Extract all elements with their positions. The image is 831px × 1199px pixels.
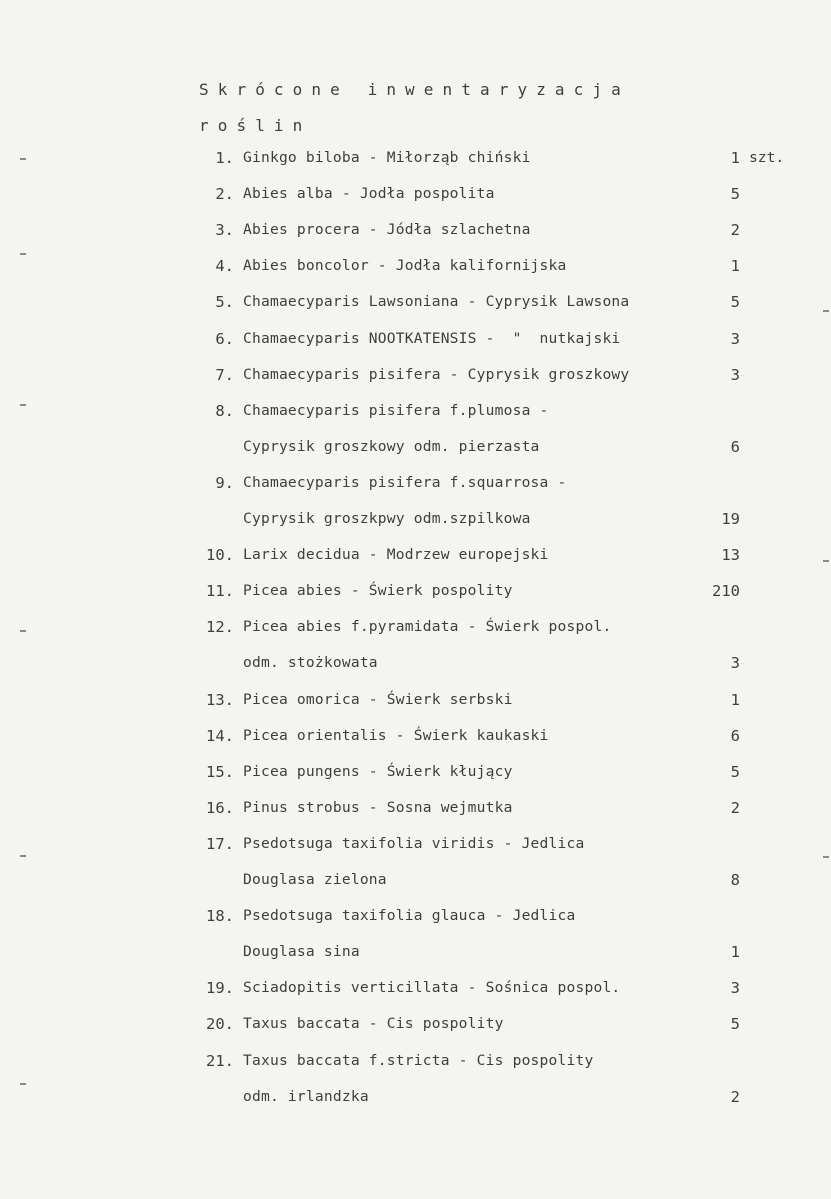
item-number: 7. xyxy=(215,365,234,384)
quantity: 1 xyxy=(730,690,740,709)
quantity: 3 xyxy=(730,329,740,348)
item-number: 2. xyxy=(215,185,234,204)
list-item xyxy=(0,618,831,648)
quantity: 13 xyxy=(721,546,740,565)
quantity: 3 xyxy=(730,979,740,998)
item-number: 8. xyxy=(215,401,234,420)
item-number: 4. xyxy=(215,257,234,276)
list-item xyxy=(0,402,831,432)
plant-name: Douglasa zielona xyxy=(243,871,387,888)
list-item-continuation xyxy=(0,1088,831,1118)
quantity: 2 xyxy=(730,798,740,817)
item-number: 5. xyxy=(215,293,234,312)
item-number: 9. xyxy=(215,473,234,492)
quantity: 1 xyxy=(730,149,740,167)
item-number: 10. xyxy=(206,546,234,565)
plant-name: Sciadopitis verticillata - Sośnica pospol. xyxy=(243,979,621,997)
plant-name: Abies boncolor - Jodła kalifornijska xyxy=(243,257,567,275)
item-number: 12. xyxy=(206,618,234,637)
quantity: 5 xyxy=(730,293,740,312)
list-item xyxy=(0,1015,831,1045)
quantity-unit: szt. xyxy=(749,149,785,166)
plant-name: Chamaecyparis NOOTKATENSIS - " nutkajski xyxy=(243,329,621,347)
quantity: 19 xyxy=(721,510,740,528)
quantity: 8 xyxy=(730,871,740,889)
quantity: 6 xyxy=(730,726,740,745)
item-number: 11. xyxy=(206,582,234,601)
list-item xyxy=(0,293,831,323)
list-item xyxy=(0,257,831,287)
item-number: 16. xyxy=(206,798,234,817)
item-number: 13. xyxy=(206,690,234,709)
item-number: 20. xyxy=(206,1015,234,1034)
plant-name: Psedotsuga taxifolia glauca - Jedlica xyxy=(243,907,576,925)
list-item xyxy=(0,835,831,865)
list-item xyxy=(0,221,831,251)
quantity: 2 xyxy=(730,1087,740,1106)
plant-name: Chamaecyparis pisifera f.squarrosa - xyxy=(243,473,567,491)
list-item xyxy=(0,546,831,576)
item-number: 1. xyxy=(215,149,234,167)
quantity: 6 xyxy=(730,437,740,456)
plant-name: Abies procera - Jódła szlachetna xyxy=(243,221,531,239)
list-item-continuation xyxy=(0,654,831,684)
plant-name: Chamaecyparis pisifera - Cyprysik groszkowy xyxy=(243,365,630,383)
item-number: 19. xyxy=(206,979,234,998)
list-item xyxy=(0,727,831,757)
list-item xyxy=(0,185,831,215)
plant-name: Taxus baccata - Cis pospolity xyxy=(243,1015,504,1033)
plant-name: Picea abies - Świerk pospolity xyxy=(243,582,513,600)
quantity: 5 xyxy=(730,762,740,781)
plant-name: Picea pungens - Świerk kłujący xyxy=(243,762,513,780)
quantity: 1 xyxy=(730,943,740,962)
item-number: 15. xyxy=(206,762,234,781)
plant-name: Ginkgo biloba - Miłorząb chiński xyxy=(243,149,531,166)
quantity: 1 xyxy=(730,257,740,276)
plant-name: Psedotsuga taxifolia viridis - Jedlica xyxy=(243,834,585,852)
list-item xyxy=(0,691,831,721)
quantity: 2 xyxy=(730,221,740,240)
quantity: 210 xyxy=(712,582,740,601)
plant-name: Abies alba - Jodła pospolita xyxy=(243,185,495,203)
plant-name: Chamaecyparis Lawsoniana - Cyprysik Lawsona xyxy=(243,293,630,311)
item-number: 21. xyxy=(206,1051,234,1070)
plant-name: Douglasa sina xyxy=(243,943,360,961)
list-item xyxy=(0,330,831,360)
list-item xyxy=(0,907,831,937)
list-item xyxy=(0,763,831,793)
list-item xyxy=(0,1052,831,1082)
quantity: 3 xyxy=(730,654,740,673)
item-number: 14. xyxy=(206,726,234,745)
plant-name: odm. stożkowata xyxy=(243,654,378,672)
item-number: 17. xyxy=(206,834,234,853)
document-title-line2: roślin xyxy=(199,116,312,135)
list-item-continuation xyxy=(0,438,831,468)
item-number: 6. xyxy=(215,329,234,348)
document-title: Skrócone inwentaryzacja xyxy=(199,80,630,99)
list-item xyxy=(0,149,831,179)
list-item xyxy=(0,979,831,1009)
list-item xyxy=(0,366,831,396)
item-number: 18. xyxy=(206,907,234,926)
item-number: 3. xyxy=(215,221,234,240)
list-item-continuation xyxy=(0,871,831,901)
plant-name: Chamaecyparis pisifera f.plumosa - xyxy=(243,401,549,419)
plant-name: Picea orientalis - Świerk kaukaski xyxy=(243,726,549,744)
list-item-continuation xyxy=(0,510,831,540)
plant-name: Cyprysik groszkpwy odm.szpilkowa xyxy=(243,510,531,527)
list-item xyxy=(0,799,831,829)
list-item xyxy=(0,474,831,504)
margin-mark xyxy=(20,253,26,255)
list-item-continuation xyxy=(0,943,831,973)
quantity: 5 xyxy=(730,1015,740,1034)
plant-name: Taxus baccata f.stricta - Cis pospolity xyxy=(243,1051,594,1069)
plant-name: Cyprysik groszkowy odm. pierzasta xyxy=(243,437,540,455)
margin-mark xyxy=(20,1083,26,1085)
plant-name: odm. irlandzka xyxy=(243,1087,369,1105)
plant-name: Pinus strobus - Sosna wejmutka xyxy=(243,798,513,816)
plant-name: Picea omorica - Świerk serbski xyxy=(243,690,513,708)
list-item xyxy=(0,582,831,612)
quantity: 5 xyxy=(730,185,740,204)
plant-name: Picea abies f.pyramidata - Świerk pospol. xyxy=(243,618,612,636)
plant-name: Larix decidua - Modrzew europejski xyxy=(243,546,549,564)
quantity: 3 xyxy=(730,365,740,384)
